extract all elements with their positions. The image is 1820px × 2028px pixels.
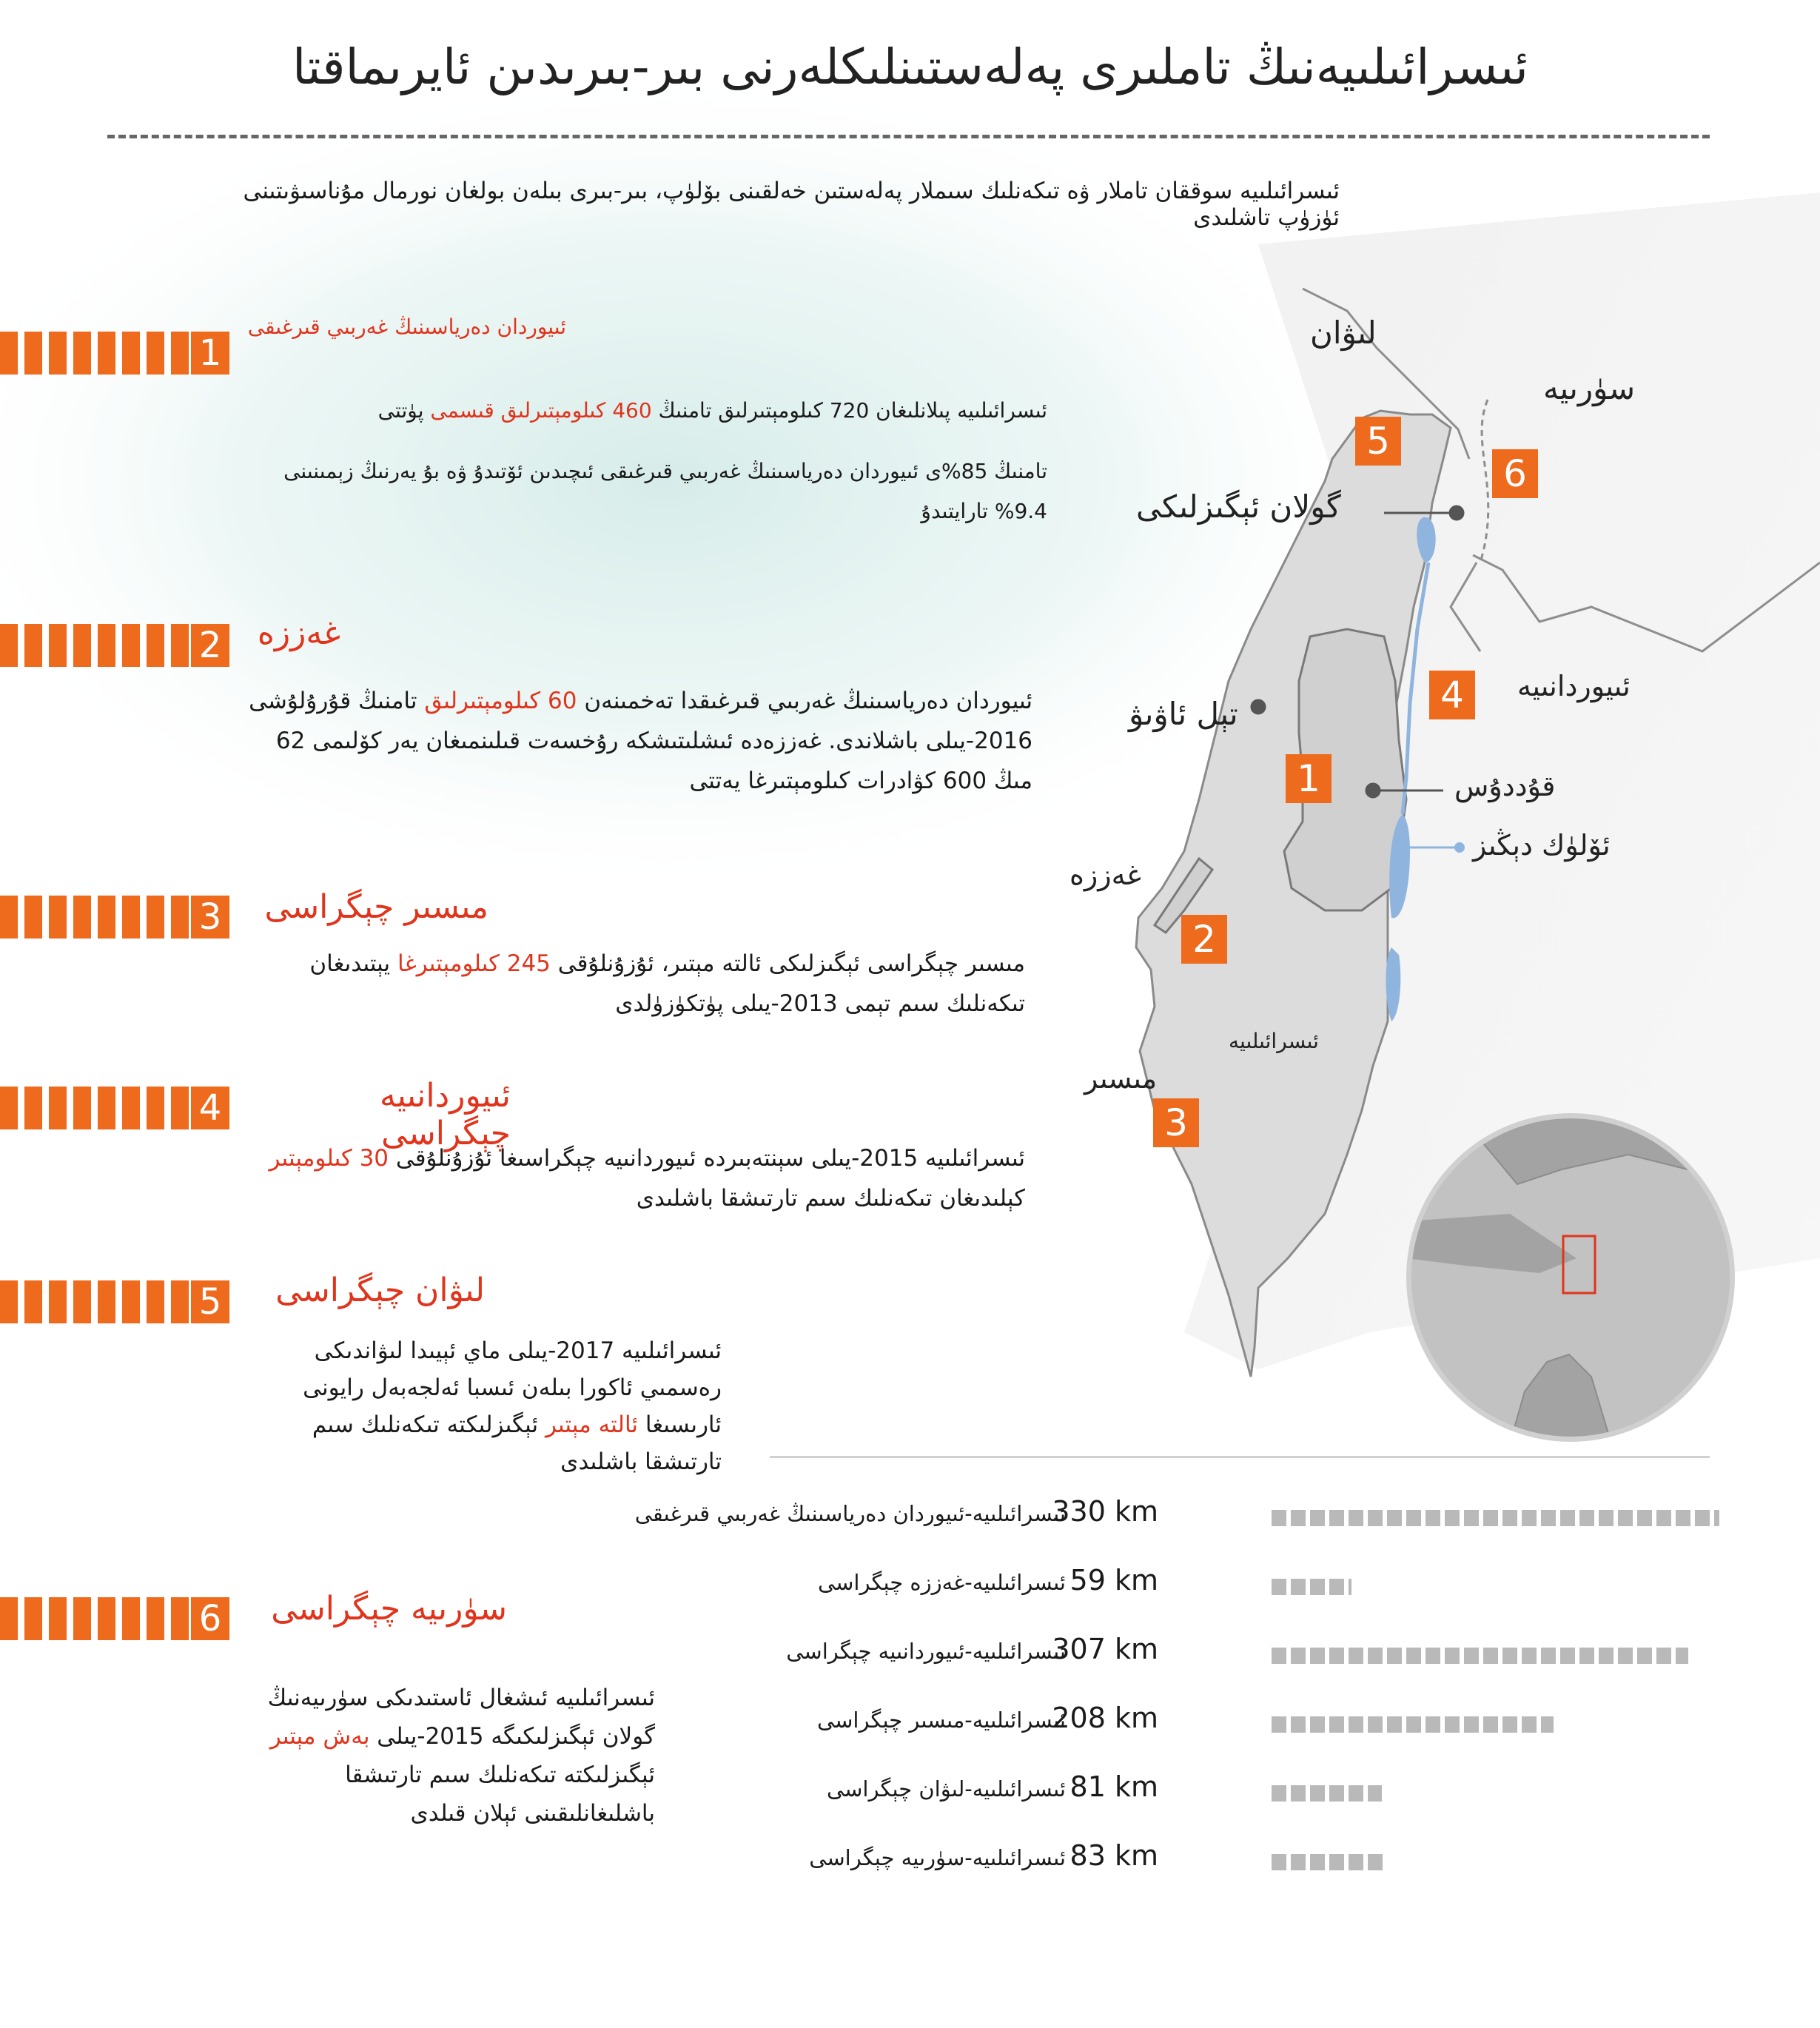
- section-number: 6: [191, 1597, 229, 1640]
- section-2-text: ئىيوردان دەرياسىنىڭ غەربىي قىرغىقدا تەخمىنەن 60 كىلومېتىرلىق تامنىڭ قۇرۇلۇشى 2016-يىلى باشلاندى. غەززەدە ئىشلىتىشكە رۇخسەت قىلىنمىغان يەر كۆلىمى 62 مىڭ 600 كۋادرات كىلومېتىرغا يەتتى: [249, 688, 1032, 794]
- distance-row: [666, 1633, 1717, 1677]
- label-gaza: غەززە: [1069, 859, 1141, 891]
- distance-bar: [1272, 1579, 1351, 1595]
- tel-aviv-dot: [1252, 700, 1265, 714]
- section-5-text: ئىسرائىلىيە 2017-يىلى ماي ئېيىدا لىۋاندىكى رەسمىي ئاكورا بىلەن ئىسبا ئەلجەبەل رايونى ئارىسىغا ئالتە مېتىر ئېگىزلىكتە تىكەنلىك سىم تارتىشقا باشلىدى: [303, 1337, 722, 1475]
- section-3-title: مىسىر چېگراسى: [264, 888, 488, 926]
- section-number: 3: [191, 896, 229, 939]
- title-divider: [107, 135, 1710, 138]
- distance-row: [666, 1839, 1717, 1884]
- distance-value: 208 km: [1052, 1702, 1158, 1734]
- distance-divider: [770, 1456, 1710, 1458]
- label-lebanon: لىۋان: [1310, 315, 1377, 351]
- distance-label: ئىسرائىلىيە-غەززە چېگراسى: [817, 1570, 1066, 1595]
- label-israel: ئىسرائىلىيە: [1229, 1029, 1319, 1053]
- section-4-bar: [0, 1087, 229, 1129]
- distance-label: ئىسرائىلىيە-سۈرىيە چېگراسى: [809, 1845, 1066, 1870]
- section-number: 2: [191, 624, 229, 667]
- distance-label: ئىسرائىلىيە-ئىيوردان دەرياسىنىڭ غەربىي قىرغىقى: [634, 1501, 1066, 1526]
- label-egypt: مىسىر: [1084, 1062, 1158, 1095]
- section-number: 5: [191, 1280, 229, 1323]
- label-tel-aviv: تېل ئاۋىۋ: [1129, 696, 1238, 732]
- dead-sea-dot: [1454, 842, 1465, 853]
- section-4-title: ئىيوردانىيە چېگراسى: [380, 1077, 511, 1152]
- distance-row: [666, 1564, 1717, 1608]
- distance-value: 59 km: [1069, 1564, 1158, 1596]
- distance-row: [634, 1495, 1717, 1540]
- section-stripes: [0, 332, 191, 375]
- distance-bar: [1272, 1854, 1384, 1870]
- golan-dot: [1450, 506, 1463, 520]
- section-5-bar: [0, 1280, 229, 1323]
- section-number: 1: [191, 332, 229, 375]
- map-marker-2: 2: [1181, 915, 1227, 964]
- map-marker-4: 4: [1429, 671, 1475, 719]
- label-jordan: ئىيوردانىيە: [1517, 670, 1631, 702]
- section-3-bar: [0, 896, 229, 939]
- intro-text: ئىسرائىلىيە سوققان تاملار ۋە تىكەنلىك سىملار پەلەستىن خەلقىنى بۆلۈپ، بىر-بىرى بىلەن بولغان نورمال مۇناسىۋىتىنى ئۈزۈپ تاشلىدى: [243, 178, 1340, 231]
- jerusalem-dot: [1366, 784, 1380, 797]
- distance-bar: [1272, 1648, 1688, 1664]
- label-golan: گولان ئېگىزلىكى: [1136, 488, 1341, 525]
- distance-row: [666, 1770, 1717, 1815]
- section-2-title: غەززە: [257, 614, 340, 652]
- distance-bar: [1272, 1510, 1719, 1526]
- distance-label: ئىسرائىلىيە-مىسىر چېگراسى: [816, 1708, 1066, 1733]
- page-title: ئىسرائىلىيەنىڭ تاملىرى پەلەستىنلىكلەرنى بىر-بىرىدىن ئايرىماقتا: [292, 38, 1529, 95]
- section-6-bar: [0, 1597, 229, 1640]
- distance-label: ئىسرائىلىيە-لىۋان چېگراسى: [826, 1776, 1066, 1802]
- distance-value: 307 km: [1052, 1633, 1158, 1665]
- section-5-title: لىۋان چېگراسى: [275, 1272, 485, 1309]
- section-1-bar: [0, 332, 229, 375]
- distance-label: ئىسرائىلىيە-ئىيوردانىيە چېگراسى: [786, 1639, 1066, 1664]
- section-3-text: مىسىر چېگراسى ئېگىزلىكى ئالتە مېتىر، ئۇزۇنلۇقى 245 كىلومېتىرغا يېتىدىغان تىكەنلىك سىم تېمى 2013-يىلى پۈتكۈزۈلدى: [309, 950, 1025, 1017]
- map-marker-1: 1: [1286, 754, 1332, 803]
- label-syria: سۈرىيە: [1543, 370, 1636, 406]
- section-6-text: ئىسرائىلىيە ئىشغال ئاستىدىكى سۈرىيەنىڭ گولان ئېگىزلىكىگە 2015-يىلى بەش مېتىر ئېگىزلىكتە تىكەنلىك سىم تارتىشقا باشلىغانلىقىنى ئېلان قىلدى: [267, 1685, 655, 1827]
- distance-value: 83 km: [1069, 1839, 1158, 1872]
- distance-row: [666, 1702, 1717, 1746]
- section-number: 4: [191, 1087, 229, 1129]
- section-4-text: ئىسرائىلىيە 2015-يىلى سېنتەبىردە ئىيوردانىيە چېگراسىغا ئۇزۇنلۇقى 30 كىلومېتىر كېلىدىغان تىكەنلىك سىم تارتىشقا باشلىدى: [269, 1145, 1025, 1212]
- section-stripes: [0, 896, 191, 939]
- map-marker-5: 5: [1355, 417, 1401, 466]
- section-stripes: [0, 1280, 191, 1323]
- section-6-title: سۈرىيە چېگراسى: [271, 1590, 507, 1628]
- section-1-title: ئىيوردان دەرياسىنىڭ غەربىي قىرغىقى: [247, 315, 566, 339]
- section-stripes: [0, 624, 191, 667]
- distance-bar: [1272, 1716, 1554, 1733]
- label-dead-sea: ئۆلۈك دېڭىز: [1473, 829, 1611, 862]
- section-2-bar: [0, 624, 229, 667]
- section-1-line2: تامنىڭ 85%ى ئىيوردان دەرياسىنىڭ غەربىي قىرغىقى ئىچىدىن ئۆتىدۇ ۋە بۇ يەرنىڭ زېمىنىنى 9.4% تارايتىدۇ: [283, 459, 1047, 523]
- distance-bar: [1272, 1785, 1382, 1802]
- section-stripes: [0, 1597, 191, 1640]
- section-1-line1: ئىسرائىلىيە پىلانلىغان 720 كىلومېتىرلىق تامنىڭ 460 كىلومېتىرلىق قىسمى پۈتتى: [377, 398, 1047, 423]
- label-jerusalem: قۇددۇس: [1454, 770, 1556, 802]
- section-stripes: [0, 1087, 191, 1129]
- map-marker-6: 6: [1492, 449, 1538, 498]
- distance-value: 330 km: [1052, 1495, 1158, 1528]
- map-marker-3: 3: [1153, 1098, 1199, 1147]
- distance-value: 81 km: [1069, 1770, 1158, 1803]
